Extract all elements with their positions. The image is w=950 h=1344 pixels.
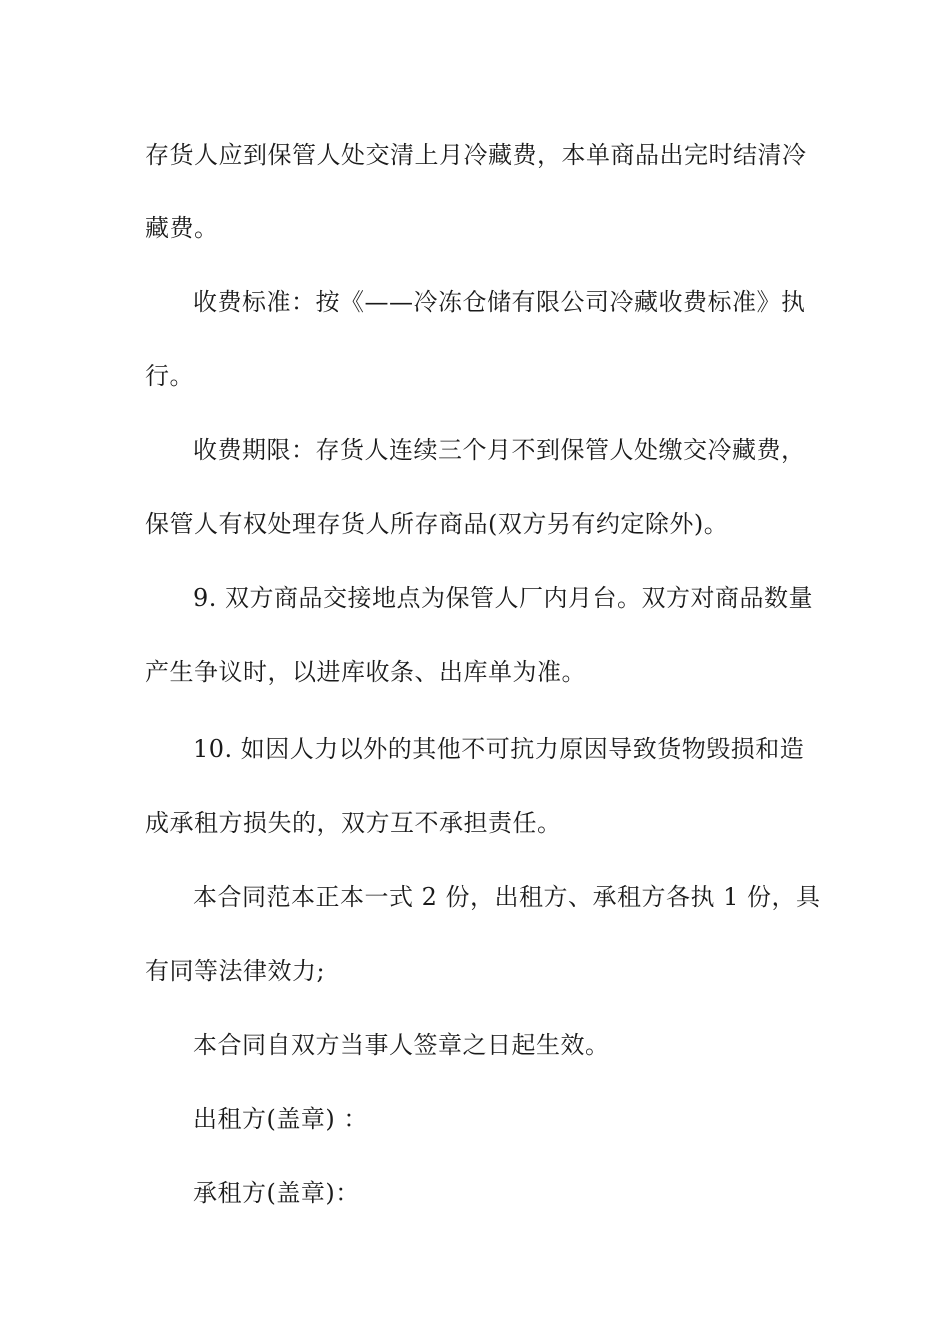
storage-fee-settlement-line-2: 藏费。 xyxy=(145,214,219,242)
clause-9-line-1: 9. 双方商品交接地点为保管人厂内月台。双方对商品数量 xyxy=(193,584,814,612)
fee-deadline-line-1: 收费期限：存货人连续三个月不到保管人处缴交冷藏费， xyxy=(193,436,806,464)
fee-deadline-line-2: 保管人有权处理存货人所存商品(双方另有约定除外)。 xyxy=(145,510,729,538)
clause-10-line-2: 成承租方损失的，双方互不承担责任。 xyxy=(145,809,562,837)
lessor-seal-line: 出租方(盖章) ： xyxy=(193,1105,368,1133)
fee-standard-line-2: 行。 xyxy=(145,362,194,390)
copies-clause-line-2: 有同等法律效力; xyxy=(145,957,326,985)
copies-clause-line-1: 本合同范本正本一式 2 份，出租方、承租方各执 1 份，具 xyxy=(193,883,821,911)
lessee-seal-line: 承租方(盖章)： xyxy=(193,1179,360,1207)
clause-9-line-2: 产生争议时，以进库收条、出库单为准。 xyxy=(145,658,586,686)
effective-date-clause: 本合同自双方当事人签章之日起生效。 xyxy=(193,1031,610,1059)
clause-10-line-1: 10. 如因人力以外的其他不可抗力原因导致货物毁损和造 xyxy=(193,735,805,763)
fee-standard-line-1: 收费标准：按《——冷冻仓储有限公司冷藏收费标准》执 xyxy=(193,288,806,316)
storage-fee-settlement-line-1: 存货人应到保管人处交清上月冷藏费，本单商品出完时结清冷 xyxy=(145,141,807,169)
